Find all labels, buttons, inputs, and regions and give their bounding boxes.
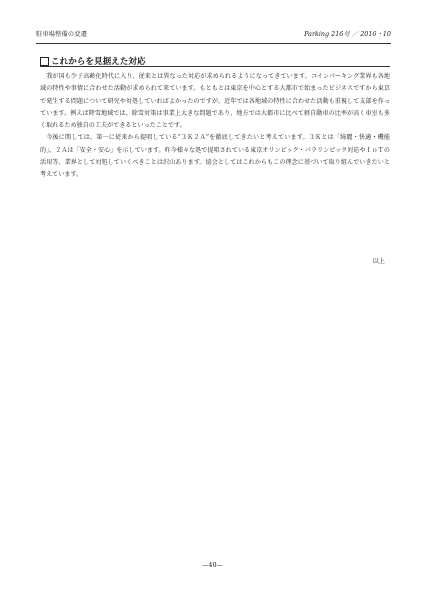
running-header <box>36 29 391 43</box>
section-heading-rule <box>40 66 390 67</box>
closing-mark: 以上 <box>372 258 385 265</box>
article-body <box>40 71 390 182</box>
paragraph-1: 我が国も少子高齢化時代に入り、従来とは異なった対応が求められるようになってきています。コインパーキング業界も各地域の特性や事情に合わせた活動が求められて来ています。もともとは東京を中心とする大都市で始まったビジネスですから東京で発生する問題について研究や対処していればよかったのですが、近年では各地域の特性に合わせた活動も重視して支部を作っています。例えば降雪地域では、除雪対策は事業上大きな問題であり、地方では大都市に比べて軽自動車の比率が高く車室も多く取れるため独自の工夫ができるといったことです。 <box>40 73 390 130</box>
page-number: —40— <box>202 561 223 569</box>
header-journal-issue: Parking 216号 ／ 2016・10 <box>304 30 391 38</box>
square-box-icon <box>40 57 49 66</box>
paragraph-2: 今後に関しては、第一に従来から提唱している“３Ｋ２Ａ”を徹底してきたいと考えています。３Ｋとは「綺麗・快適・機能的」、２Ａは「安全・安心」を示しています。昨今様々な処で提唱されている東京オリンピック・パラリンピック対応やＩｏＴの活用等、業界として対処していくべきことは沢山あります。協会としてはこれからもこの理念に基づいて取り組んでいきたいと考えています。 <box>40 134 390 179</box>
header-section-name: 駐車場整備の変遷 <box>36 31 88 38</box>
section-title-text: これからを見据えた対応 <box>51 57 146 67</box>
header-rule <box>36 43 391 44</box>
